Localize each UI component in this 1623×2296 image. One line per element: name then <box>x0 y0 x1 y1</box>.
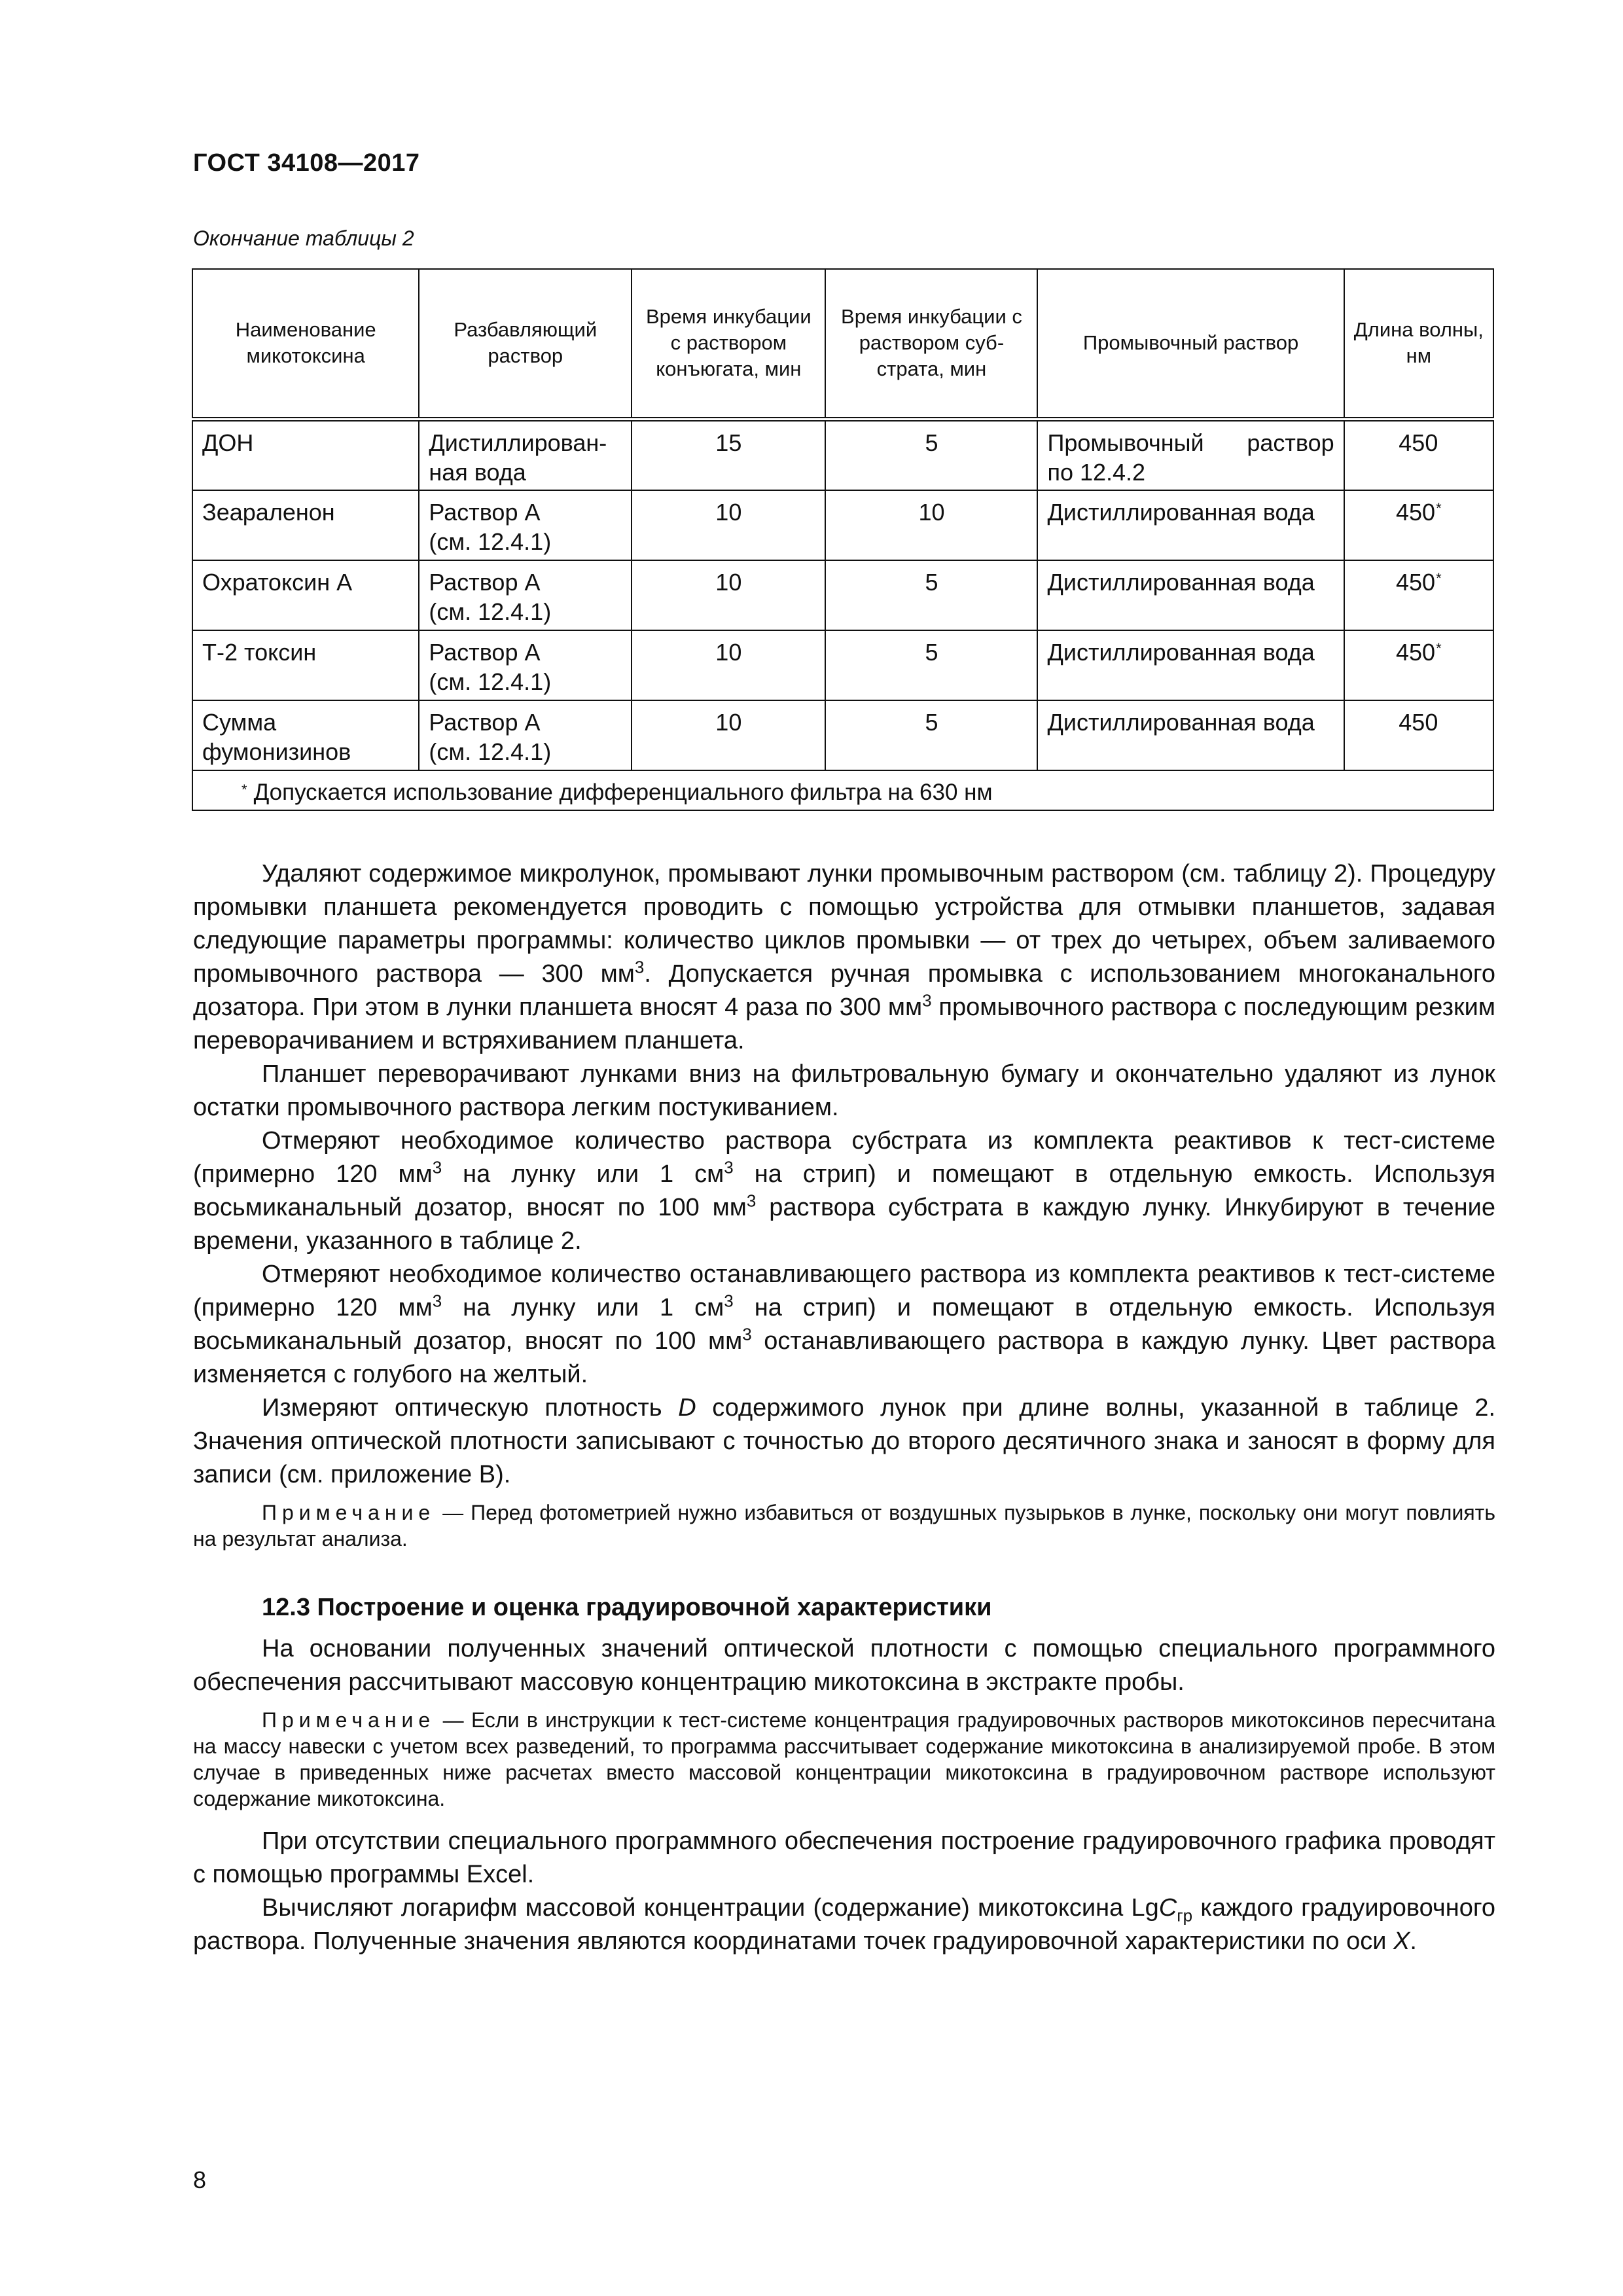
cell-wash-solution: Дистиллированная вода <box>1037 700 1344 770</box>
cell-wash-solution: Дистиллированная вода <box>1037 560 1344 630</box>
header-conjugate-time: Время инкубации с раствором конъюгата, мин <box>632 269 825 419</box>
cell-name: Сумма фумонизинов <box>192 700 419 770</box>
page-number: 8 <box>193 2166 207 2193</box>
table-row <box>192 490 1493 560</box>
table-row <box>192 560 1493 630</box>
cell-name: Зеараленон <box>192 490 419 560</box>
cell-diluent: Раствор А (см. 12.4.1) <box>419 700 632 770</box>
section-title-12-3: 12.3 Построение и оценка градуировочной характеристики <box>262 1594 992 1621</box>
cell-diluent: Раствор А (см. 12.4.1) <box>419 490 632 560</box>
table-header-row <box>192 269 1493 419</box>
paragraph-substrate: Отмеряют необходимое количество раствора субстрата из комплекта реактивов к тест-системе (примерно 120 $мм^3$ на лунку или 1 $см^3$ на стрип) и помещают в отдельную емкость. Используя восьмиканальный дозатор, вносят по 100 $мм^3$ раствора субстрата в каждую лунку. Инкубируют в течение времени, указанного в таблице 2. <box>193 1127 1495 1255</box>
cell-substrate-time: 5 <box>825 700 1037 770</box>
paragraph-plate-tapping: Планшет переворачивают лунками вниз на фильтровальную бумагу и окончательно удаляют из лунок остатки промывочного раствора легким постукиванием. <box>193 1060 1495 1121</box>
body-text-upper <box>193 857 1495 1958</box>
table-row <box>192 630 1493 700</box>
cell-conjugate-time: 15 <box>632 419 825 490</box>
header-mycotoxin-name: Наименование микотоксина <box>192 269 419 419</box>
header-diluent: Разбавляющий раствор <box>419 269 632 419</box>
cell-wavelength: 450* <box>1344 560 1493 630</box>
table-row <box>192 700 1493 770</box>
note-photometry: Примечание — Перед фотометрией нужно избавиться от воздушных пузырьков в лунке, поскольку они могут повлиять на результат анализа. <box>193 1501 1495 1551</box>
note-recalculation: Примечание — Если в инструкции к тест-системе концентрация градуировочных растворов микотоксинов пересчитана на массу навески с учетом всех разведений, то программа рассчитывает содержание микотоксина в анализируемой пробе. В этом случае в приведенных ниже расчетах вместо массовой концентрации микотоксина в градуировочном растворе используют содержание микотоксина. <box>193 1708 1495 1810</box>
table-footnote: * Допускается использование дифференциального фильтра на 630 нм <box>192 770 1493 810</box>
cell-wavelength: 450 <box>1344 419 1493 490</box>
cell-substrate-time: 5 <box>825 419 1037 490</box>
cell-diluent: Дистиллирован- ная вода <box>419 419 632 490</box>
cell-name: Охратоксин А <box>192 560 419 630</box>
table-row <box>192 419 1493 490</box>
paragraph-stop-solution: Отмеряют необходимое количество останавливающего раствора из комплекта реактивов к тест-системе (примерно 120 $мм^3$ на лунку или 1 $см^3$ на стрип) и помещают в отдельную емкость. Используя восьмиканальный дозатор, вносят по 100 $мм^3$ останавливающего раствора в каждую лунку. Цвет раствора изменяется с голубого на желтый. <box>193 1261 1495 1388</box>
cell-wash-solution: Дистиллированная вода <box>1037 490 1344 560</box>
cell-diluent: Раствор А (см. 12.4.1) <box>419 630 632 700</box>
cell-conjugate-time: 10 <box>632 630 825 700</box>
cell-substrate-time: 10 <box>825 490 1037 560</box>
cell-conjugate-time: 10 <box>632 560 825 630</box>
cell-wash-solution: Промывочный раствор по 12.4.2 <box>1037 419 1344 490</box>
cell-name: ДОН <box>192 419 419 490</box>
paragraph-optical-density: Измеряют оптическую плотность D содержимого лунок при длине волны, указанной в таблице 2. Значения оптической плотности записывают с точностью до второго десятичного знака и заносят в форму для записи (см. приложение В). <box>193 1394 1496 1488</box>
cell-wavelength: 450 <box>1344 700 1493 770</box>
header-substrate-time: Время инкубации с раствором суб-страта, мин <box>825 269 1037 419</box>
header-wash-solution: Промывочный раствор <box>1037 269 1344 419</box>
paragraph-software: На основании полученных значений оптической плотности с помощью специального программного обеспечения рассчитывают массовую концентрацию микотоксина в экстракте пробы. <box>193 1635 1495 1696</box>
header-wavelength: Длина волны, нм <box>1344 269 1493 419</box>
table-caption: Окончание таблицы 2 <box>193 226 414 250</box>
paragraph-washing: Удаляют содержимое микролунок, промывают лунки промывочным раствором (см. таблицу 2). Процедуру промывки планшета рекомендуется проводить с помощью устройства для отмывки планшетов, задавая следующие параметры программы: количество циклов промывки — от трех до четырех, объем заливаемого промывочного раствора — 300 $мм^3$. Допускается ручная промывка с использованием многоканального дозатора. При этом в лунки планшета вносят 4 раза по 300 $мм^3$ промывочного раствора с последующим резким переворачиванием и встряхиванием планшета. <box>193 860 1495 1054</box>
paragraph-logarithm: Вычисляют логарифм массовой концентрации (содержание) микотоксина LgC$_{гр}$ каждого градуировочного раствора. Полученные значения являются координатами точек градуировочной характеристики по оси X. <box>193 1894 1495 1955</box>
cell-substrate-time: 5 <box>825 630 1037 700</box>
cell-name: Т-2 токсин <box>192 630 419 700</box>
paragraph-excel: При отсутствии специального программного обеспечения построение градуировочного графика проводят с помощью программы Excel. <box>193 1827 1495 1888</box>
cell-wavelength: 450* <box>1344 630 1493 700</box>
cell-substrate-time: 5 <box>825 560 1037 630</box>
cell-diluent: Раствор А (см. 12.4.1) <box>419 560 632 630</box>
cell-conjugate-time: 10 <box>632 700 825 770</box>
table-footnote-row <box>192 770 1493 810</box>
cell-wavelength: 450* <box>1344 490 1493 560</box>
mycotoxin-table <box>192 268 1494 811</box>
document-id-header: ГОСТ 34108—2017 <box>193 149 420 177</box>
cell-conjugate-time: 10 <box>632 490 825 560</box>
cell-wash-solution: Дистиллированная вода <box>1037 630 1344 700</box>
